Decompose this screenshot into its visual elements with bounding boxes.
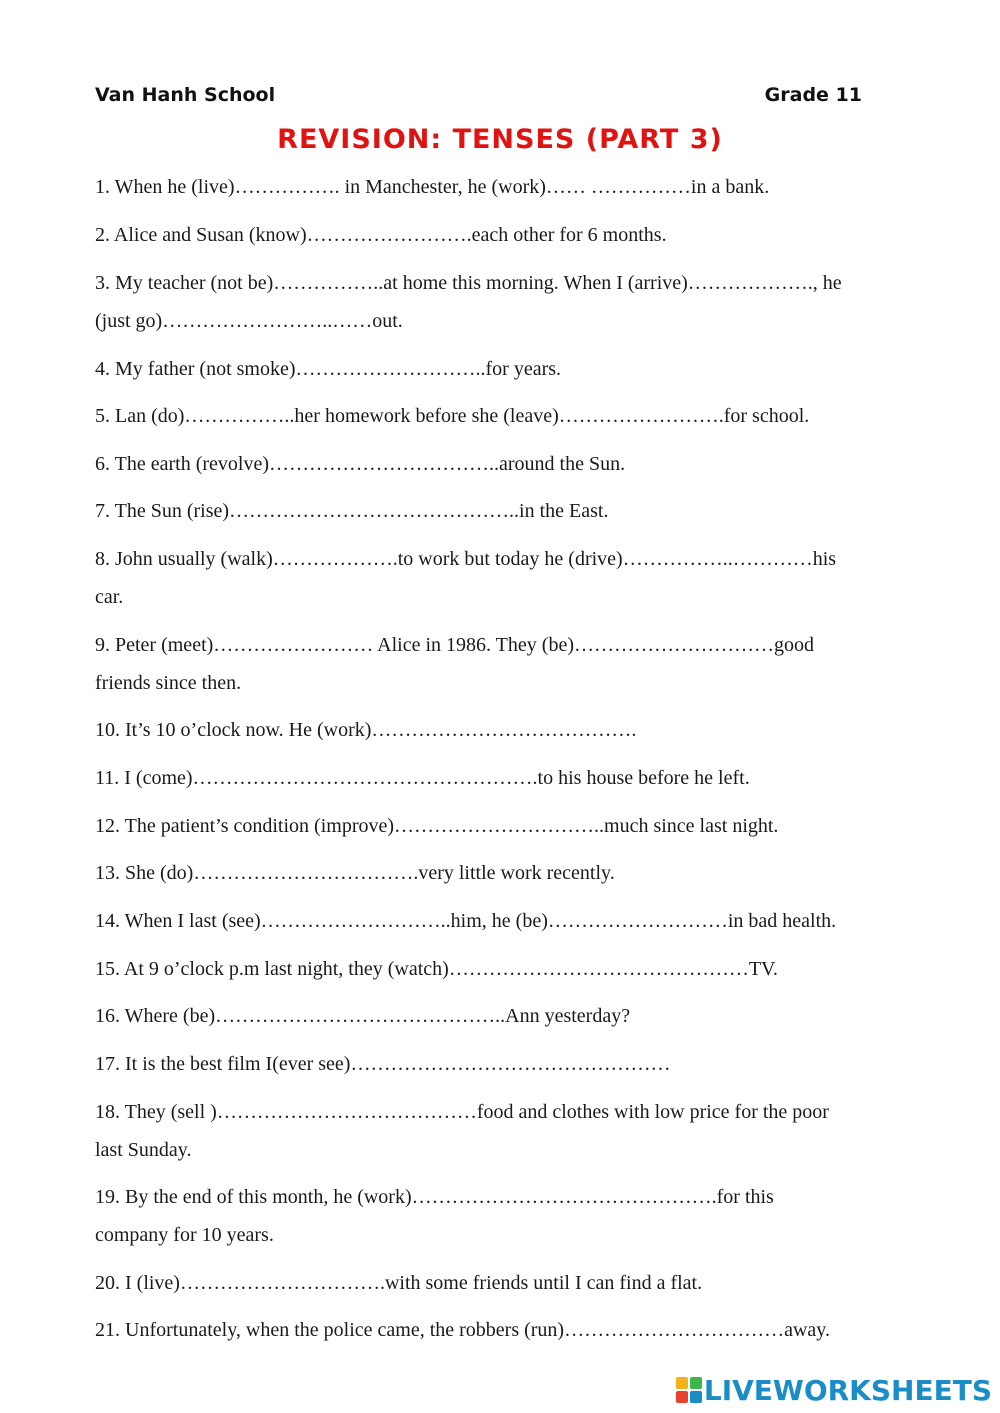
grade-label: Grade 11: [764, 84, 862, 106]
question-text: 8. John usually (walk)……………….to work but today he (drive)……………..…………his: [95, 548, 837, 570]
question-item: [95, 759, 915, 797]
logo-square: [676, 1391, 688, 1403]
question-text: (just go)……………………..……out.: [95, 310, 403, 332]
question-item: [95, 950, 915, 988]
question-item: [95, 1045, 915, 1083]
question-text: 9. Peter (meet)…………………… Alice in 1986. They (be)…………………………good: [95, 634, 814, 656]
question-text: 12. The patient’s condition (improve)…………………………..much since last night.: [95, 815, 779, 837]
question-text: 19. By the end of this month, he (work)……………………………………….for this: [95, 1186, 774, 1208]
question-text: 17. It is the best film I(ever see)…………………………………………: [95, 1053, 671, 1075]
question-text: 7. The Sun (rise)……………………………………..in the East.: [95, 500, 609, 522]
worksheet-header: [95, 84, 862, 112]
question-text: 16. Where (be)……………………………………..Ann yesterday?: [95, 1005, 631, 1027]
question-text: friends since then.: [95, 672, 242, 694]
question-item: [95, 264, 915, 340]
liveworksheets-logo-icon: [676, 1377, 702, 1403]
question-item: [95, 1264, 915, 1302]
question-text: 11. I (come)…………………………………………….to his house before he left.: [95, 767, 750, 789]
question-text: car.: [95, 586, 124, 608]
question-item: [95, 854, 915, 892]
question-text: 1. When he (live)……………. in Manchester, he (work)…… ……………in a bank.: [95, 176, 770, 198]
question-item: [95, 902, 915, 940]
question-item: [95, 540, 915, 616]
brand-name: LIVEWORKSHEETS: [703, 1373, 992, 1407]
question-item: [95, 1311, 915, 1349]
question-text: 6. The earth (revolve)……………………………..around the Sun.: [95, 453, 626, 475]
question-item: [95, 445, 915, 483]
question-text: 2. Alice and Susan (know)…………………….each other for 6 months.: [95, 224, 667, 246]
question-text: 15. At 9 o’clock p.m last night, they (watch)………………………………………TV.: [95, 958, 778, 980]
question-item: [95, 997, 915, 1035]
question-text: 5. Lan (do)……………..her homework before she (leave)…………………….for school.: [95, 405, 810, 427]
liveworksheets-brand[interactable]: [676, 1372, 992, 1408]
question-item: [95, 397, 915, 435]
question-text: company for 10 years.: [95, 1224, 274, 1246]
question-item: [95, 216, 915, 254]
question-item: [95, 1093, 915, 1169]
logo-square: [676, 1377, 688, 1389]
question-text: 4. My father (not smoke)………………………..for years.: [95, 358, 562, 380]
question-text: 13. She (do)…………………………….very little work recently.: [95, 862, 615, 884]
question-text: 10. It’s 10 o’clock now. He (work)………………………………….: [95, 719, 637, 741]
worksheet-title: REVISION: TENSES (PART 3): [277, 124, 723, 155]
question-text: last Sunday.: [95, 1139, 192, 1161]
question-item: [95, 807, 915, 845]
question-item: [95, 711, 915, 749]
question-item: [95, 626, 915, 702]
question-item: [95, 1178, 915, 1254]
question-text: 18. They (sell )…………………………………food and clothes with low price for the poor: [95, 1101, 829, 1123]
logo-square: [690, 1391, 702, 1403]
question-item: [95, 350, 915, 388]
question-text: 20. I (live)………………………….with some friends until I can find a flat.: [95, 1272, 703, 1294]
question-text: 14. When I last (see)………………………..him, he (be)………………………in bad health.: [95, 910, 837, 932]
school-name: Van Hanh School: [95, 84, 276, 106]
question-item: [95, 492, 915, 530]
question-text: 21. Unfortunately, when the police came, the robbers (run)……………………………away.: [95, 1319, 830, 1341]
question-text: 3. My teacher (not be)……………..at home this morning. When I (arrive)………………., he: [95, 272, 842, 294]
question-item: [95, 168, 915, 206]
logo-square: [690, 1377, 702, 1389]
